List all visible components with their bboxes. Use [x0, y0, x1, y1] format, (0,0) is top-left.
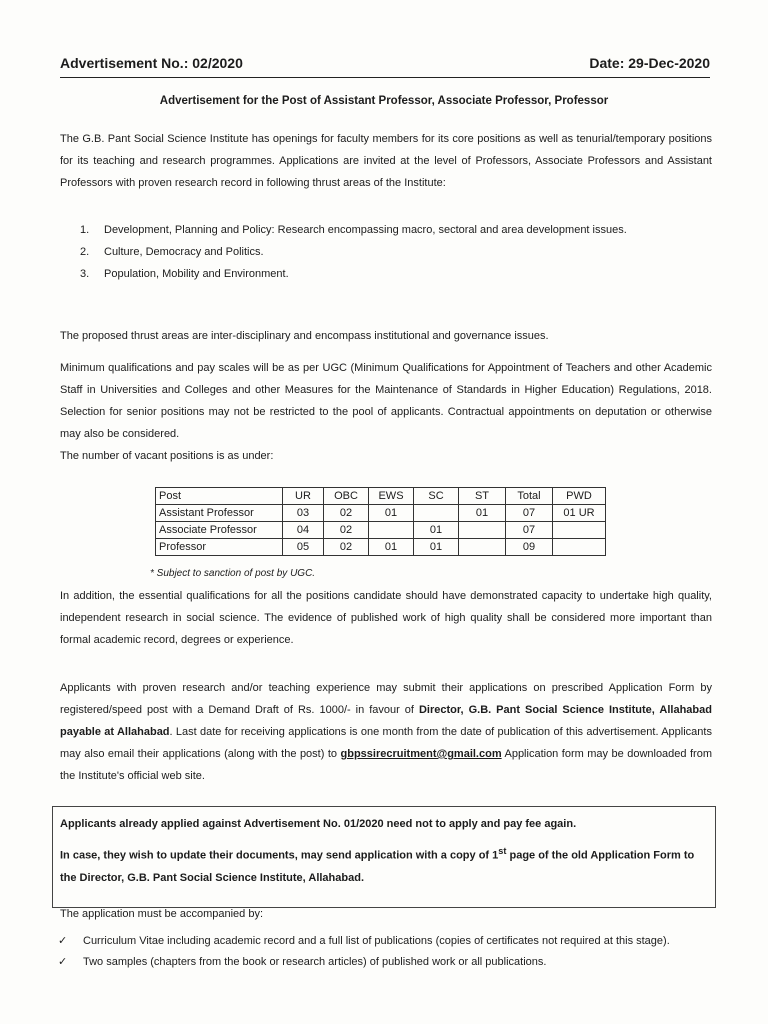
table-cell: 01 — [459, 505, 506, 522]
list-text: Culture, Democracy and Politics. — [104, 246, 264, 258]
interdisciplinary-paragraph: The proposed thrust areas are inter-disciplinary and encompass institutional and governance issues. — [60, 330, 549, 342]
accompany-intro: The application must be accompanied by: — [60, 908, 264, 920]
essential-qualifications-paragraph: In addition, the essential qualifications for all the positions candidate should have demonstrated capacity to undertake high quality, independent research in social science. The evidence of published work of high quality shall be considered more important than formal academic record, degrees or experience. — [60, 590, 712, 646]
list-number: 3. — [80, 268, 90, 280]
table-cell: 01 — [414, 522, 459, 539]
table-cell — [414, 505, 459, 522]
column-header: SC — [414, 488, 459, 505]
column-header: Post — [156, 488, 283, 505]
notice-line-2-text-b: page of the old Application Form to the Director, G.B. Pant Social Science Institute, Allahabad. — [60, 849, 695, 884]
vacancy-table — [155, 487, 606, 556]
list-text: Two samples (chapters from the book or research articles) of published work or all publications. — [83, 956, 547, 968]
table-cell: 07 — [506, 522, 553, 539]
checkmark-icon: ✓ — [58, 935, 68, 947]
qualifications-paragraph: Minimum qualifications and pay scales will be as per UGC (Minimum Qualifications for Appointment of Teachers and other Academic Staff in Universities and Colleges and other Measures for the Maintenance of Standards in Higher Education) Regulations, 2018. Selection for senior positions may not be restricted to the pool of applicants. Contractual appointments on deputation or otherwise may also be considered. — [60, 362, 712, 440]
intro-paragraph: The G.B. Pant Social Science Institute has openings for faculty members for its core positions as well as tenurial/temporary positions for its teaching and research programmes. Applications are invited at the level of Professors, Associate Professors and Assistant Professors with proven research record in following thrust areas of the Institute: — [60, 133, 712, 189]
table-cell — [369, 522, 414, 539]
notice-line-2-text-a: In case, they wish to update their documents, may send application with a copy of 1 — [60, 849, 499, 862]
column-header: PWD — [553, 488, 606, 505]
list-item — [80, 219, 650, 241]
table-cell: 09 — [506, 539, 553, 556]
table-header-row — [156, 488, 606, 505]
list-number: 1. — [80, 224, 90, 236]
list-item — [58, 955, 714, 970]
recruitment-email-link[interactable]: gbpssirecruitment@gmail.com — [340, 748, 502, 760]
table-cell: 04 — [283, 522, 324, 539]
table-cell — [553, 539, 606, 556]
table-footnote: * Subject to sanction of post by UGC. — [150, 568, 316, 579]
advertisement-date: Date: 29-Dec-2020 — [589, 55, 710, 71]
list-item — [80, 263, 650, 285]
table-cell: Professor — [156, 539, 283, 556]
column-header: Total — [506, 488, 553, 505]
page-title: Advertisement for the Post of Assistant Professor, Associate Professor, Professor — [159, 95, 609, 107]
table-cell: 03 — [283, 505, 324, 522]
accompany-list — [58, 934, 714, 976]
table-row — [156, 522, 606, 539]
list-text: Curriculum Vitae including academic record and a full list of publications (copies of certificates not required at this stage). — [83, 935, 670, 947]
table-cell: 02 — [324, 505, 369, 522]
notice-line-1: Applicants already applied against Advertisement No. 01/2020 need not to apply and pay fee again. — [60, 818, 577, 830]
list-number: 2. — [80, 246, 90, 258]
apply-text-part3: Application form may be downloaded from the Institute's official web site. — [60, 748, 713, 782]
list-item — [80, 241, 650, 263]
table-cell: 02 — [324, 539, 369, 556]
list-text: Population, Mobility and Environment. — [104, 268, 289, 280]
column-header: UR — [283, 488, 324, 505]
table-cell: 01 — [414, 539, 459, 556]
list-text: Development, Planning and Policy: Research encompassing macro, sectoral and area development issues. — [104, 224, 627, 236]
table-cell: Assistant Professor — [156, 505, 283, 522]
table-cell: 01 — [369, 539, 414, 556]
table-cell: 07 — [506, 505, 553, 522]
table-cell: Associate Professor — [156, 522, 283, 539]
list-item — [58, 934, 714, 949]
payee-name: Director, G.B. Pant Social Science Institute, Allahabad payable at Allahabad — [60, 704, 712, 738]
table-cell — [459, 539, 506, 556]
application-instructions-paragraph — [60, 677, 712, 787]
apply-text-part1: Applicants with proven research and/or teaching experience may submit their applications on prescribed Application Form by registered/speed post with a Demand Draft of Rs. 1000/- in favour of — [60, 682, 712, 716]
table-cell: 01 UR — [553, 505, 606, 522]
table-cell: 05 — [283, 539, 324, 556]
vacancy-intro: The number of vacant positions is as under: — [60, 450, 274, 462]
table-row — [156, 505, 606, 522]
notice-line-2 — [60, 840, 712, 889]
column-header: OBC — [324, 488, 369, 505]
table-cell: 01 — [369, 505, 414, 522]
advertisement-number: Advertisement No.: 02/2020 — [60, 55, 243, 71]
table-cell — [459, 522, 506, 539]
column-header: EWS — [369, 488, 414, 505]
header-row — [60, 55, 710, 78]
column-header: ST — [459, 488, 506, 505]
notice-box — [52, 806, 716, 908]
checkmark-icon: ✓ — [58, 956, 68, 968]
thrust-areas-list — [80, 219, 650, 285]
notice-superscript: st — [498, 846, 507, 856]
table-cell — [553, 522, 606, 539]
apply-text-part2: . Last date for receiving applications is one month from the date of publication of this advertisement. Applicants may also email their applications (along with the post) to — [60, 726, 712, 760]
table-cell: 02 — [324, 522, 369, 539]
table-row — [156, 539, 606, 556]
